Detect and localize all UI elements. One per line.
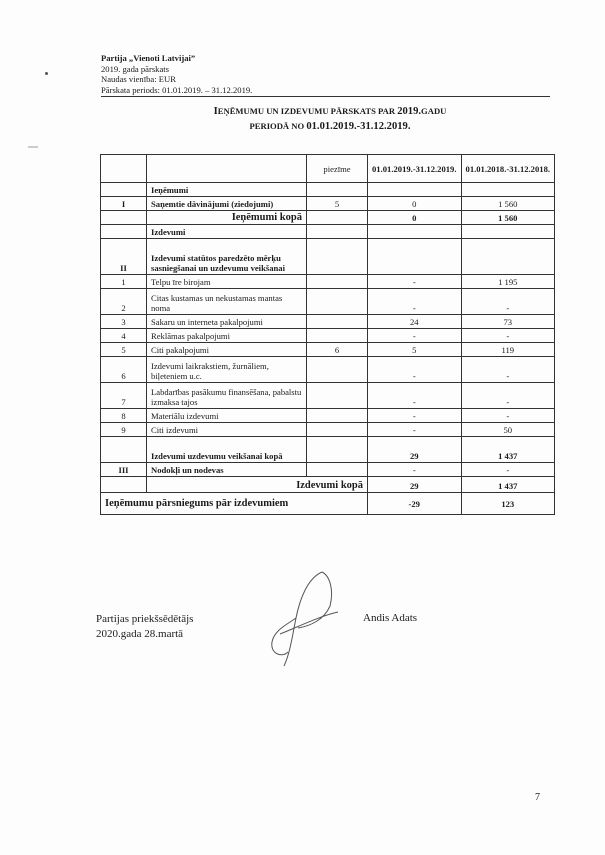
title-gadu: GADU	[421, 106, 447, 116]
report-period: Pārskata periods: 01.01.2019. – 31.12.2019.	[101, 84, 253, 95]
table-row: 4 Reklāmas pakalpojumi - -	[101, 329, 555, 343]
table-row: 1 Telpu īre birojam - 1 195	[101, 275, 555, 289]
scan-mark	[45, 72, 48, 75]
table-row: 8 Materiālu izdevumi - -	[101, 409, 555, 423]
signatory-name: Andis Adats	[363, 612, 418, 624]
header-divider	[101, 96, 550, 97]
task-total-row: Izdevumi uzdevumu veikšanai kopā 29 1 437	[101, 437, 555, 463]
handwritten-signature	[260, 568, 350, 668]
table-header-row	[101, 155, 555, 183]
table-row: 2 Citas kustamas un nekustamas mantas noma - -	[101, 289, 555, 315]
scan-mark	[28, 146, 38, 148]
document-header	[101, 53, 252, 95]
table-row: 5 Citi pakalpojumi 6 5 119	[101, 343, 555, 357]
table-row: 9 Citi izdevumi - 50	[101, 423, 555, 437]
table-row: 6 Izdevumi laikrakstiem, žurnāliem, biļeteniem u.c. - -	[101, 357, 555, 383]
income-total-row: Ieņēmumi kopā 0 1 560	[101, 211, 555, 225]
title-year: 2019.	[397, 106, 422, 117]
title-period-dates: 01.01.2019.-31.12.2019.	[306, 121, 411, 132]
report-name: 2019. gada pārskats	[101, 63, 170, 74]
table-row: 3 Sakaru un interneta pakalpojumi 24 73	[101, 315, 555, 329]
page-title	[150, 104, 510, 134]
col-note-header: piezīme	[307, 155, 368, 183]
col-2018-header: 01.01.2018.-31.12.2018.	[461, 155, 555, 183]
col-2019-header: 01.01.2019.-31.12.2019.	[368, 155, 462, 183]
table-row: II Izdevumi statūtos paredzēto mērķu sasniegšanai un uzdevumu veikšanai	[101, 239, 555, 275]
currency-unit: Naudas vienība: EUR	[101, 74, 176, 85]
title-period-word: PERIODĀ NO	[249, 121, 307, 131]
signatory-role: Partijas priekšsēdētājs	[96, 613, 194, 625]
signature-date: 2020.gada 28.martā	[96, 628, 184, 640]
expenses-total-row: Izdevumi kopā 29 1 437	[101, 477, 555, 493]
signatory-block	[96, 612, 193, 642]
expenses-heading: Izdevumi	[147, 225, 307, 239]
surplus-row: Ieņēmumu pārsniegums pār izdevumiem -29 123	[101, 493, 555, 515]
table-row: III Nodokļi un nodevas - -	[101, 463, 555, 477]
page-number: 7	[535, 792, 540, 803]
title-text: EŅĒMUMU UN IZDEVUMU PĀRSKATS PAR	[217, 106, 398, 116]
table-row: I Saņemtie dāvinājumi (ziedojumi) 5 0 1 560	[101, 197, 555, 211]
table-row	[101, 183, 555, 197]
report-table	[100, 154, 555, 515]
income-heading: Ieņēmumi	[147, 183, 307, 197]
party-name: Partija „Vienoti Latvijai”	[101, 53, 196, 63]
title-initial: I	[213, 106, 218, 117]
table-row: 7 Labdarības pasākumu finansēšana, pabalstu izmaksa tajos - -	[101, 383, 555, 409]
table-row	[101, 225, 555, 239]
